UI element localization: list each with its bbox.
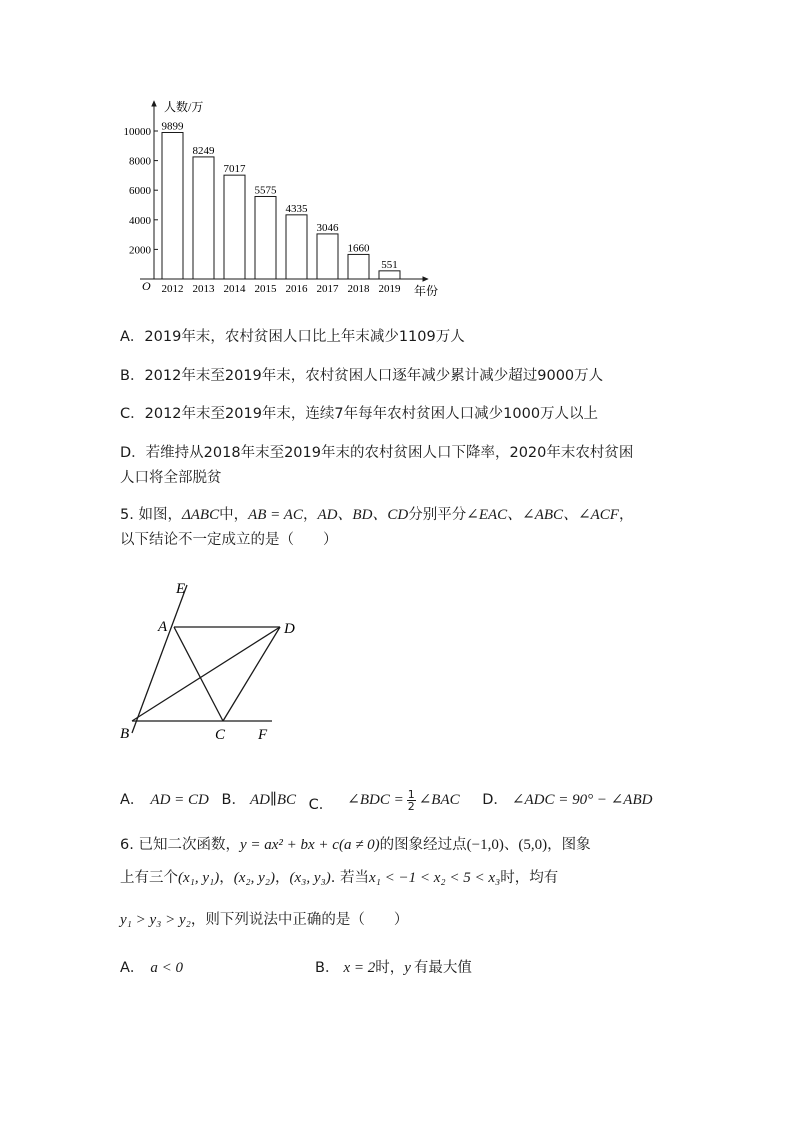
y-axis-label: 人数/万: [164, 100, 204, 114]
q6-function: y = ax² + bx + c(a ≠ 0): [239, 837, 380, 853]
q6-text5: 时，均有: [500, 870, 559, 886]
data-label-2018: 1660: [347, 242, 370, 255]
y-tick-label: 2000: [129, 244, 151, 257]
q6-question: ，则下列说法中正确的是（ ）: [190, 912, 409, 928]
data-label-2013: 8249: [192, 144, 215, 157]
q5-option-a: A． AD = CD: [120, 792, 209, 808]
q5-stem-line1: [120, 505, 633, 525]
label-e: E: [176, 581, 186, 597]
q6-comma1: ，: [219, 870, 234, 886]
q5-bisectors: AD、BD、CD: [317, 507, 409, 523]
x-tick-label-2015: 2015: [254, 283, 277, 295]
q5-option-d: D． ∠ADC = 90° − ∠ABD: [482, 792, 653, 808]
q5-stem-line2: 以下结论不一定成立的是（ ）: [120, 532, 338, 548]
label-b: B: [120, 726, 130, 742]
q5-comma: ，: [302, 507, 318, 523]
bar-2012: [162, 132, 183, 279]
y-tick-label: 10000: [123, 126, 151, 138]
data-label-2016: 4335: [285, 202, 308, 215]
bar-2017: [317, 234, 338, 279]
q4-option-d: D．若维持从2018年末至2019年末的农村贫困人口下降率，2020年末农村贫困: [120, 445, 634, 461]
x-tick-label-2018: 2018: [347, 283, 370, 295]
q4-option-c: C．2012年末至2019年末，连续7年每年农村贫困人口减少1000万人以上: [120, 406, 599, 422]
x-axis-label: 年份: [414, 284, 439, 298]
x-tick-label-2016: 2016: [285, 283, 308, 295]
q5-options: [120, 786, 652, 814]
bar-2014: [224, 175, 245, 279]
q6-y-order: y₁ > y₃ > y₂: [120, 912, 191, 928]
segment-ac: [174, 627, 223, 721]
origin-label: O: [142, 279, 151, 293]
fraction-one-half: $\frac{1}{2}$: [407, 787, 415, 813]
q6-point-2: (5,0): [518, 837, 548, 853]
label-c: C: [215, 727, 226, 743]
q6-stem-line2: [120, 868, 558, 888]
q5-angles: ∠EAC、∠ABC、∠ACF: [466, 507, 619, 523]
q6-pt-3: (x₃, y₃): [289, 870, 331, 886]
q6-inequality: x₁ < −1 < x₂ < 5 < x₃: [368, 870, 501, 886]
bar-2016: [286, 215, 307, 279]
q4-option-b: B．2012年末至2019年末，农村贫困人口逐年减少累计减少超过9000万人: [120, 368, 604, 384]
q6-stem-line1: [120, 835, 591, 855]
y-tick-label: 4000: [129, 214, 151, 227]
q6-option-a: A． a < 0: [120, 960, 184, 976]
q6-point-1: (−1,0): [466, 837, 504, 853]
data-label-2014: 7017: [223, 163, 246, 176]
geometry-figure: [110, 575, 310, 750]
data-label-2017: 3046: [316, 221, 339, 234]
x-tick-label-2012: 2012: [161, 283, 184, 295]
q6-text2: ，图象: [547, 837, 591, 853]
q5-text: 中，: [219, 507, 249, 523]
data-label-2019: 551: [381, 258, 398, 271]
q6-pt-2: (x₂, y₂): [233, 870, 275, 886]
q5-option-b: B． AD∥BC: [221, 792, 297, 808]
q5-intro: 5. 如图，: [120, 507, 182, 523]
q6-sep: 、: [503, 837, 519, 853]
label-a: A: [158, 619, 168, 635]
q5-option-c: C． ∠BDC = $\frac{1}{2}$ ∠BAC: [308, 787, 460, 813]
ray-ae: [132, 585, 187, 733]
label-d: D: [284, 621, 295, 637]
label-f: F: [258, 727, 268, 743]
q6-pt-1: (x₁, y₁): [178, 870, 220, 886]
q4-option-d-continued: 人口将全部脱贫: [120, 470, 222, 486]
q5-comma2: ，: [618, 507, 634, 523]
q5-text2: 分别平分: [408, 507, 467, 523]
bar-2013: [193, 157, 214, 279]
data-label-2015: 5575: [254, 184, 277, 197]
x-tick-label-2017: 2017: [316, 283, 339, 295]
q4-option-a: A．2019年末，农村贫困人口比上年末减少1109万人: [120, 329, 465, 345]
q6-option-b: B． x = 2时，y 有最大值: [315, 960, 472, 976]
bar-2018: [348, 254, 369, 279]
bar-2019: [379, 271, 400, 279]
q5-triangle: ΔABC: [181, 507, 220, 523]
q6-stem-line3: [120, 910, 408, 930]
q6-text4: . 若当: [330, 870, 369, 886]
bar-2015: [255, 196, 276, 279]
q5-ab-ac: AB = AC: [248, 507, 303, 523]
x-tick-label-2013: 2013: [192, 283, 215, 295]
bar-chart: [110, 95, 450, 300]
x-tick-label-2014: 2014: [223, 283, 246, 295]
segment-cd: [223, 627, 280, 721]
q6-text: 的图象经过点: [379, 837, 467, 853]
q6-intro: 6. 已知二次函数，: [120, 837, 240, 853]
x-tick-label-2019: 2019: [378, 283, 401, 295]
data-label-2012: 9899: [161, 120, 184, 133]
y-tick-label: 8000: [129, 155, 151, 168]
q6-comma2: ，: [275, 870, 290, 886]
q6-text3: 上有三个: [120, 870, 178, 886]
y-tick-label: 6000: [129, 185, 151, 198]
